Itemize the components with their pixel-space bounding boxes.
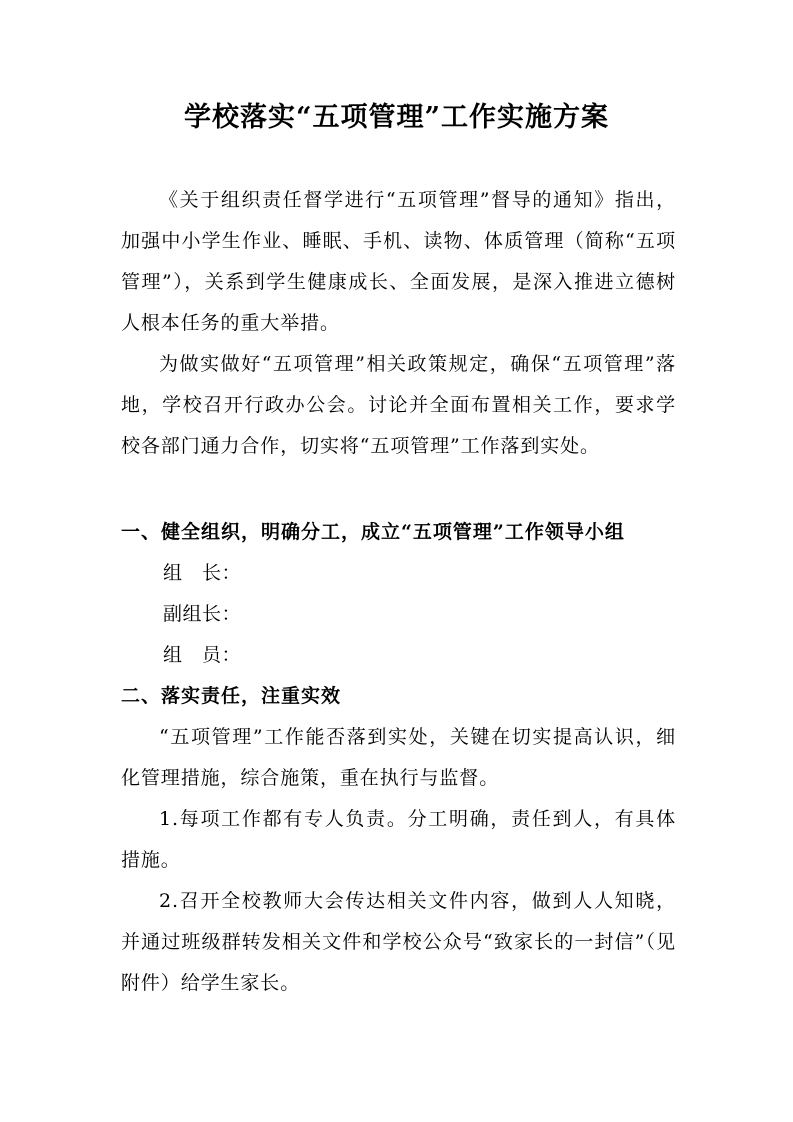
section-2-heading: 二、落实责任，注重实效 (121, 685, 342, 707)
section-1 (121, 512, 676, 676)
roster-leader: 组 长： (163, 562, 242, 584)
section-2 (121, 676, 676, 1004)
intro-paragraph-2: 为做实做好“五项管理”相关政策规定，确保“五项管理”落地，学校召开行政办公会。讨论并全面布置相关工作，要求学校各部门通力合作，切实将“五项管理”工作落到实处。 (121, 353, 676, 457)
intro-paragraph-1: 《关于组织责任督学进行“五项管理”督导的通知》指出，加强中小学生作业、睡眠、手机、读物、体质管理（简称“五项管理”），关系到学生健康成长、全面发展，是深入推进立德树人根本任务的重大举措。 (121, 189, 676, 334)
roster-deputy: 副组长： (163, 603, 242, 625)
section-2-item-1: 1.每项工作都有专人负责。分工明确，责任到人，有具体措施。 (121, 808, 676, 871)
section-2-item-2: 2.召开全校教师大会传达相关文件内容，做到人人知晓，并通过班级群转发相关文件和学校公众号“致家长的一封信”（见附件）给学生家长。 (121, 890, 676, 994)
roster-member: 组 员： (163, 644, 242, 666)
intro-section (121, 180, 676, 467)
document-title: 学校落实“五项管理”工作实施方案 (183, 102, 610, 133)
section-1-heading: 一、健全组织，明确分工，成立“五项管理”工作领导小组 (121, 521, 625, 543)
section-2-intro: “五项管理”工作能否落到实处，关键在切实提高认识，细化管理措施，综合施策，重在执行与监督。 (121, 726, 676, 789)
